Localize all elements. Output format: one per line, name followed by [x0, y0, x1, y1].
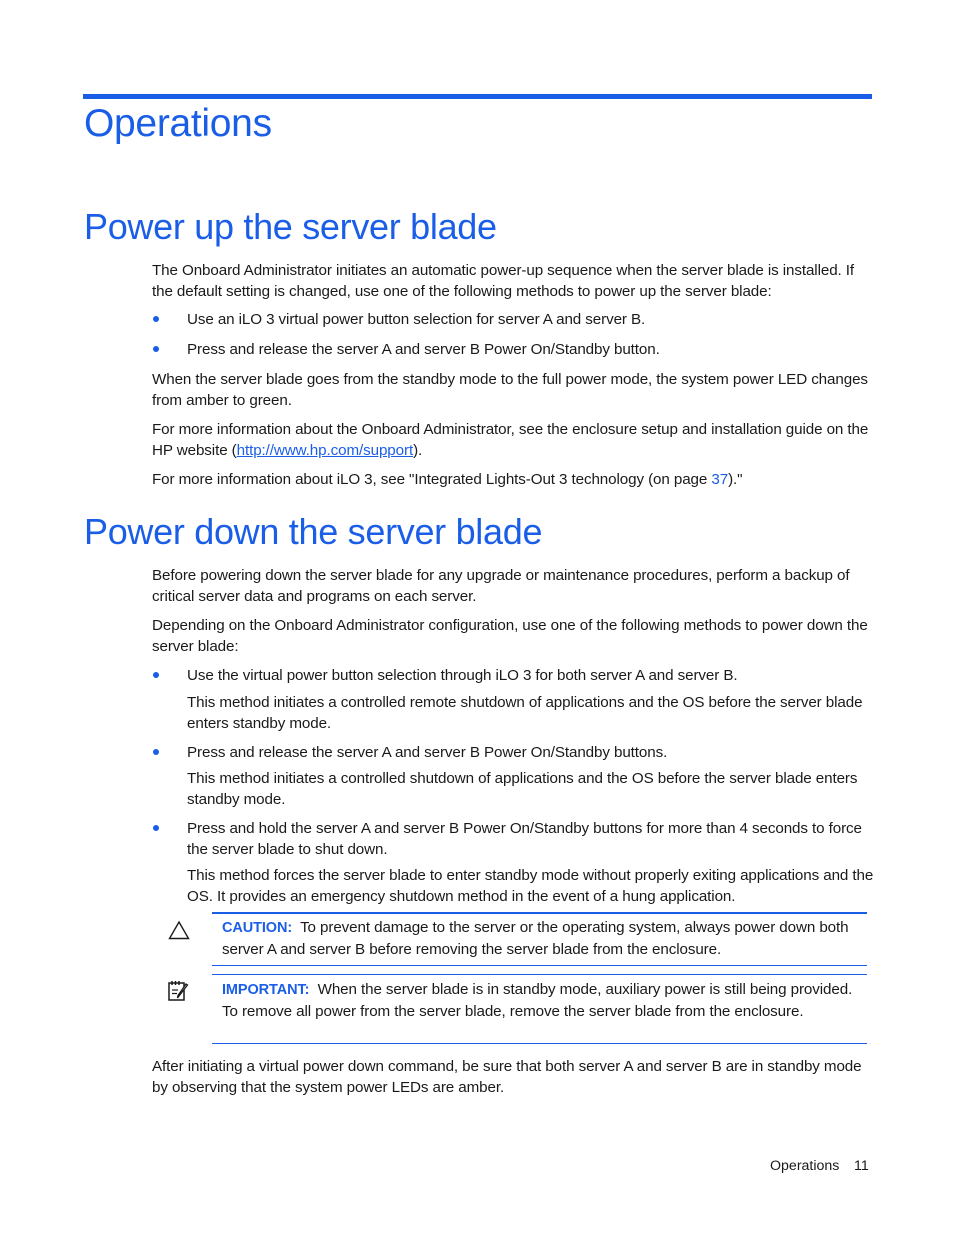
important-label: IMPORTANT: [222, 982, 310, 998]
page-37-link[interactable]: 37 [711, 471, 729, 488]
power-down-closing: After initiating a virtual power down command, be sure that both server A and server B are in standby mode by observing that the system power LEDs are amber. [152, 1058, 862, 1096]
power-down-method-3: Press and hold the server A and server B Power On/Standby buttons for more than 4 seconds to force the server blade to shut down. [187, 820, 862, 858]
oa-text-before: For more information about the Onboard Administrator, see the enclosure setup and installation guide on the HP website ( [152, 421, 869, 459]
power-down-method-3-detail: This method forces the server blade to enter standby mode without properly exiting applications and the OS. It provides an emergency shutdown method in the event of a hung application. [187, 867, 874, 905]
caution-bottom-rule [212, 965, 867, 966]
section-heading-power-up: Power up the server blade [84, 206, 497, 247]
power-down-method-2: Press and release the server A and server B Power On/Standby buttons. [187, 744, 668, 761]
important-text: When the server blade is in standby mode, auxiliary power is still being provided. To remove all power from the server blade, remove the server blade from the enclosure. [222, 981, 853, 1020]
caution-triangle-icon [168, 920, 190, 945]
caution-label: CAUTION: [222, 920, 293, 936]
power-up-bullet-2: Press and release the server A and server B Power On/Standby button. [187, 341, 660, 358]
bullet-marker [152, 825, 160, 833]
hp-support-link[interactable]: http://www.hp.com/support [236, 442, 414, 459]
chapter-rule [83, 94, 872, 99]
caution-note [222, 917, 862, 960]
power-up-bullet-1: Use an iLO 3 virtual power button selection for server A and server B. [187, 311, 646, 328]
footer-section: Operations [770, 1158, 840, 1174]
caution-text: To prevent damage to the server or the operating system, always power down both server A and server B before removing the server blade from the enclosure. [222, 919, 849, 958]
bullet-marker [152, 672, 160, 680]
bullet-marker [152, 316, 160, 324]
power-up-oa-paragraph [152, 419, 877, 461]
ilo-text-before: For more information about iLO 3, see "Integrated Lights-Out 3 technology (on page [152, 471, 712, 488]
power-down-intro-2: Depending on the Onboard Administrator configuration, use one of the following methods to power down the server blade: [152, 617, 868, 655]
power-down-method-1-detail: This method initiates a controlled remote shutdown of applications and the OS before the server blade enters standby mode. [187, 694, 863, 732]
power-down-method-1: Use the virtual power button selection through iLO 3 for both server A and server B. [187, 667, 738, 684]
bullet-marker [152, 346, 160, 354]
power-up-intro: The Onboard Administrator initiates an automatic power-up sequence when the server blade is installed. If the default setting is changed, use one of the following methods to power up the server blade: [152, 262, 855, 300]
bullet-marker [152, 749, 160, 757]
caution-top-rule [212, 912, 867, 914]
important-note [222, 979, 862, 1022]
page-number: 11 [854, 1158, 869, 1174]
power-down-method-2-detail: This method initiates a controlled shutdown of applications and the OS before the server blade enters standby mode. [187, 770, 858, 808]
ilo-text-after: )." [728, 471, 743, 488]
oa-text-after: ). [413, 442, 423, 459]
power-up-led-paragraph: When the server blade goes from the standby mode to the full power mode, the system power LED changes from amber to green. [152, 371, 868, 409]
important-bottom-rule [212, 1043, 867, 1044]
section-heading-power-down: Power down the server blade [84, 511, 543, 552]
important-top-rule [212, 974, 867, 975]
power-down-intro-1: Before powering down the server blade for any upgrade or maintenance procedures, perform a backup of critical server data and programs on each server. [152, 567, 850, 605]
power-up-ilo-paragraph [152, 469, 877, 490]
chapter-title: Operations [84, 102, 272, 145]
important-notepad-icon [166, 979, 190, 1008]
